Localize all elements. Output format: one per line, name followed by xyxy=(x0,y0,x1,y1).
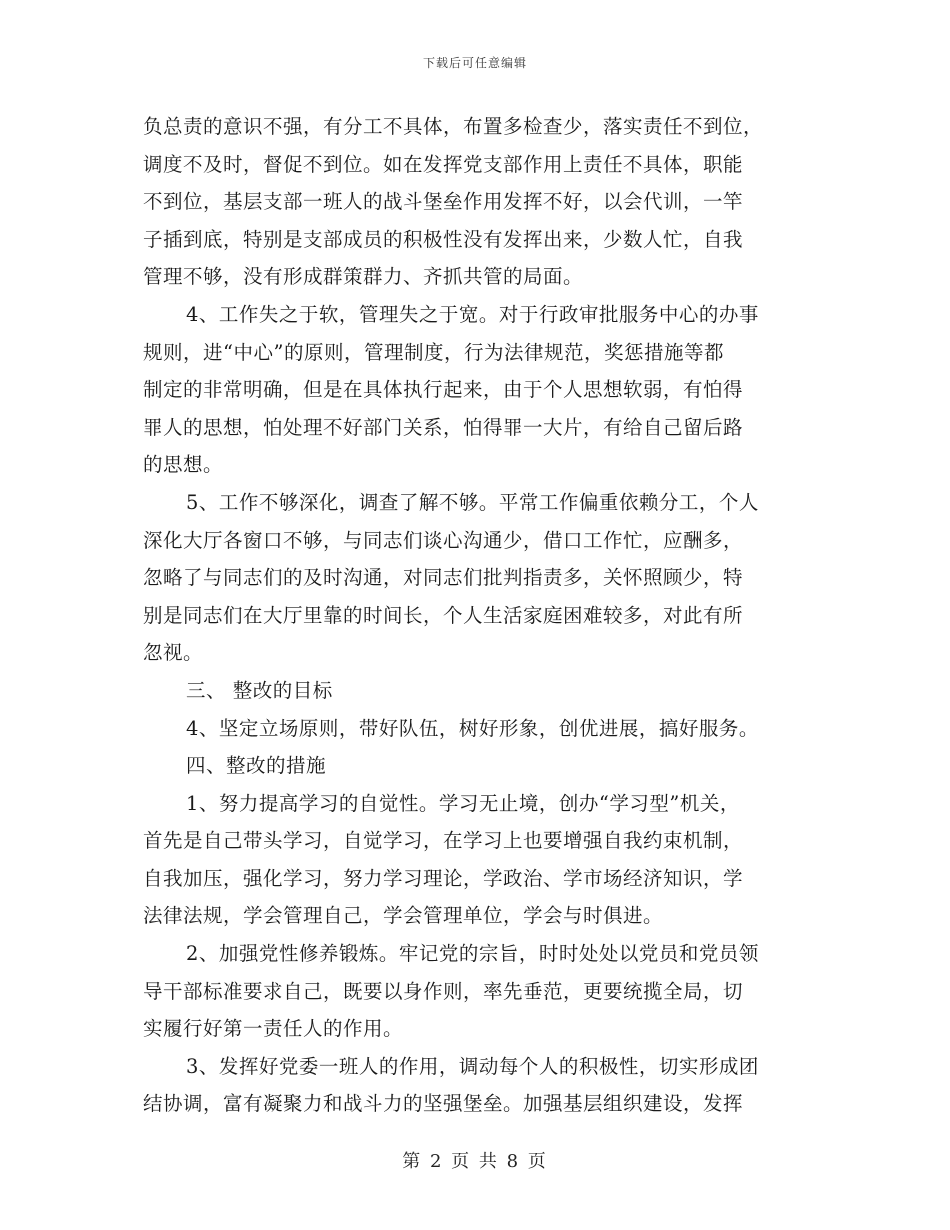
page-header: 下载后可任意编辑 xyxy=(422,56,527,70)
text-line: 首先是自己带头学习，自觉学习，在学习上也要增强自我约束机制， xyxy=(143,829,744,853)
text-line: 子插到底，特别是支部成员的积极性没有发挥出来，少数人忙，自我 xyxy=(143,227,744,251)
text-line: 别是同志们在大厅里靠的时间长，个人生活家庭困难较多，对此有所 xyxy=(143,603,744,627)
paragraph-start-line: 4、工作失之于软，管理失之于宽。对于行政审批服务中心的办事 xyxy=(186,302,759,326)
paragraph-start-line: 4、坚定立场原则，带好队伍，树好形象，创优进展，搞好服务。 xyxy=(186,716,759,740)
text-line: 负总责的意识不强，有分工不具体，布置多检查少，落实责任不到位， xyxy=(143,115,764,138)
document-body xyxy=(143,108,807,1123)
page-footer: 第 2 页 共 8 页 xyxy=(402,1151,548,1172)
text-line: 制定的非常明确，但是在具体执行起来，由于个人思想软弱，有怕得 xyxy=(143,378,744,402)
text-line: 的思想。 xyxy=(143,453,224,477)
text-line: 不到位，基层支部一班人的战斗堡垒作用发挥不好，以会代训，一竿 xyxy=(143,190,744,214)
paragraph-start-line: 3、发挥好党委一班人的作用，调动每个人的积极性，切实形成团 xyxy=(186,1054,759,1078)
text-line: 罪人的思想，怕处理不好部门关系，怕得罪一大片，有给自己留后路 xyxy=(143,415,744,439)
section-heading: 四、整改的措施 xyxy=(186,754,327,778)
text-line: 管理不够，没有形成群策群力、齐抓共管的局面。 xyxy=(143,265,584,289)
text-line: 调度不及时，督促不到位。如在发挥党支部作用上责任不具体，职能 xyxy=(143,152,744,176)
text-line: 结协调，富有凝聚力和战斗力的坚强堡垒。加强基层组织建设，发挥 xyxy=(143,1092,744,1116)
text-line: 法律法规，学会管理自己，学会管理单位，学会与时俱进。 xyxy=(143,904,664,928)
section-heading: 三、 整改的目标 xyxy=(186,678,333,702)
text-line: 自我加压，强化学习，努力学习理论，学政治、学市场经济知识，学 xyxy=(143,866,744,890)
paragraph-start-line: 5、工作不够深化，调查了解不够。平常工作偏重依赖分工，个人 xyxy=(186,490,759,514)
text-line: 导干部标准要求自己，既要以身作则，率先垂范，更要统揽全局，切 xyxy=(143,979,744,1003)
paragraph-start-line: 1、努力提高学习的自觉性。学习无止境，创办“学习型”机关， xyxy=(186,791,740,815)
text-line: 规则，进“中心”的原则，管理制度，行为法律规范，奖惩措施等都 xyxy=(143,340,724,364)
text-line: 忽视。 xyxy=(143,641,204,665)
text-line: 实履行好第一责任人的作用。 xyxy=(143,1017,404,1041)
paragraph-start-line: 2、加强党性修养锻炼。牢记党的宗旨，时时处处以党员和党员领 xyxy=(186,942,759,966)
text-line: 深化大厅各窗口不够，与同志们谈心沟通少，借口工作忙，应酬多， xyxy=(143,528,744,552)
text-line: 忽略了与同志们的及时沟通，对同志们批判指责多，关怀照顾少，特 xyxy=(143,566,744,590)
